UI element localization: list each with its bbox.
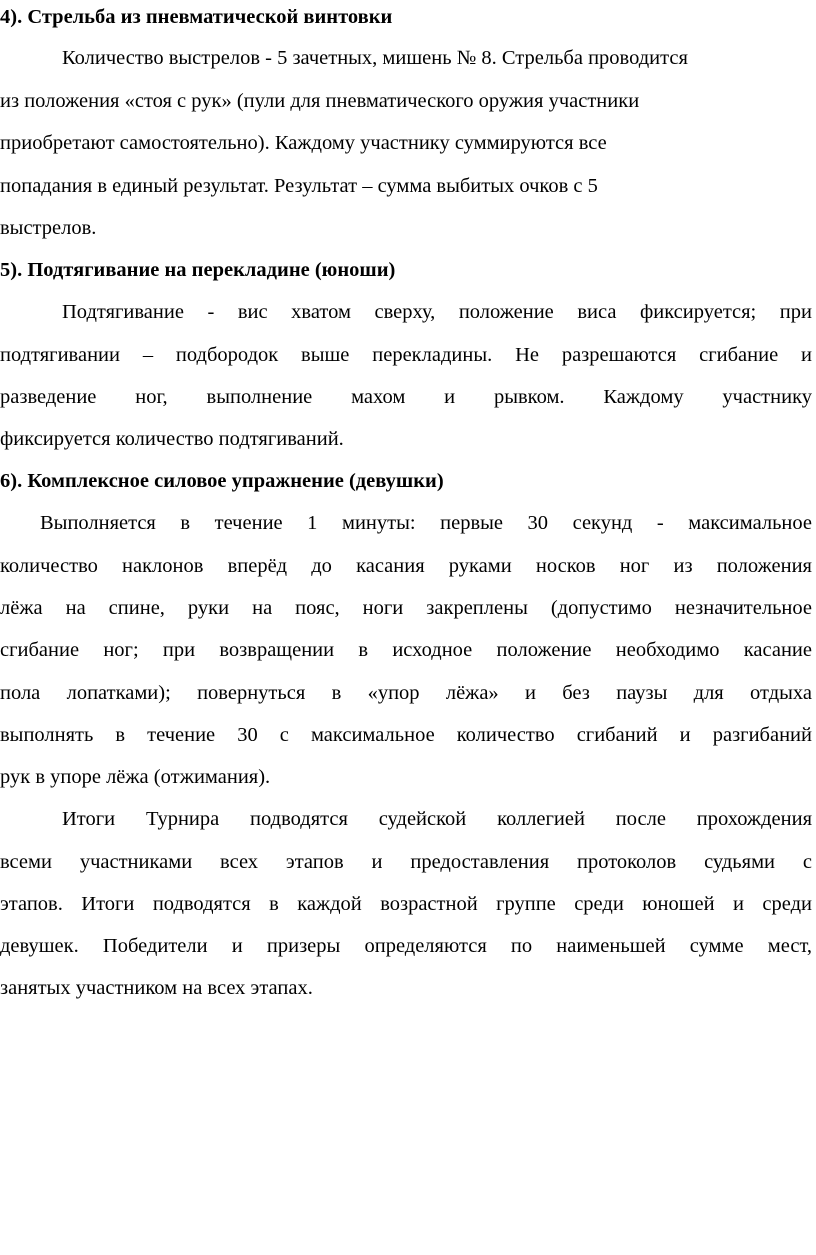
section-5-line: подтягивании – подбородок выше перекладины. Не разрешаются сгибание и	[0, 344, 812, 366]
summary-line: девушек. Победители и призеры определяются по наименьшей сумме мест,	[0, 935, 812, 957]
section-6-line: выполнять в течение 30 с максимальное количество сгибаний и разгибаний	[0, 724, 812, 746]
section-5-heading: 5). Подтягивание на перекладине (юноши)	[0, 259, 396, 281]
summary-line: Итоги Турнира подводятся судейской коллегией после прохождения	[62, 808, 812, 830]
section-4-line: приобретают самостоятельно). Каждому участнику суммируются все	[0, 132, 607, 154]
section-4-line: попадания в единый результат. Результат – сумма выбитых очков с 5	[0, 175, 598, 197]
section-5-line: Подтягивание - вис хватом сверху, положение виса фиксируется; при	[62, 301, 812, 323]
summary-line: занятых участником на всех этапах.	[0, 977, 313, 999]
section-6-line: Выполняется в течение 1 минуты: первые 30 секунд - максимальное	[40, 512, 812, 534]
section-6-line: количество наклонов вперёд до касания руками носков ног из положения	[0, 555, 812, 577]
section-6-heading: 6). Комплексное силовое упражнение (девушки)	[0, 470, 444, 492]
section-6-line: пола лопатками); повернуться в «упор лёжа» и без паузы для отдыха	[0, 682, 812, 704]
section-6-line: рук в упоре лёжа (отжимания).	[0, 766, 271, 788]
section-6-line: лёжа на спине, руки на пояс, ноги закреплены (допустимо незначительное	[0, 597, 812, 619]
summary-line: всеми участниками всех этапов и предоставления протоколов судьями с	[0, 851, 812, 873]
section-4-line: из положения «стоя с рук» (пули для пневматического оружия участники	[0, 90, 640, 112]
section-4-line: выстрелов.	[0, 217, 97, 239]
section-4-heading: 4). Стрельба из пневматической винтовки	[0, 6, 393, 28]
section-5-line: разведение ног, выполнение махом и рывком. Каждому участнику	[0, 386, 812, 408]
summary-line: этапов. Итоги подводятся в каждой возрастной группе среди юношей и среди	[0, 893, 812, 915]
section-6-line: сгибание ног; при возвращении в исходное положение необходимо касание	[0, 639, 812, 661]
section-4-line: Количество выстрелов - 5 зачетных, мишень № 8. Стрельба проводится	[62, 47, 688, 69]
section-5-line: фиксируется количество подтягиваний.	[0, 428, 344, 450]
